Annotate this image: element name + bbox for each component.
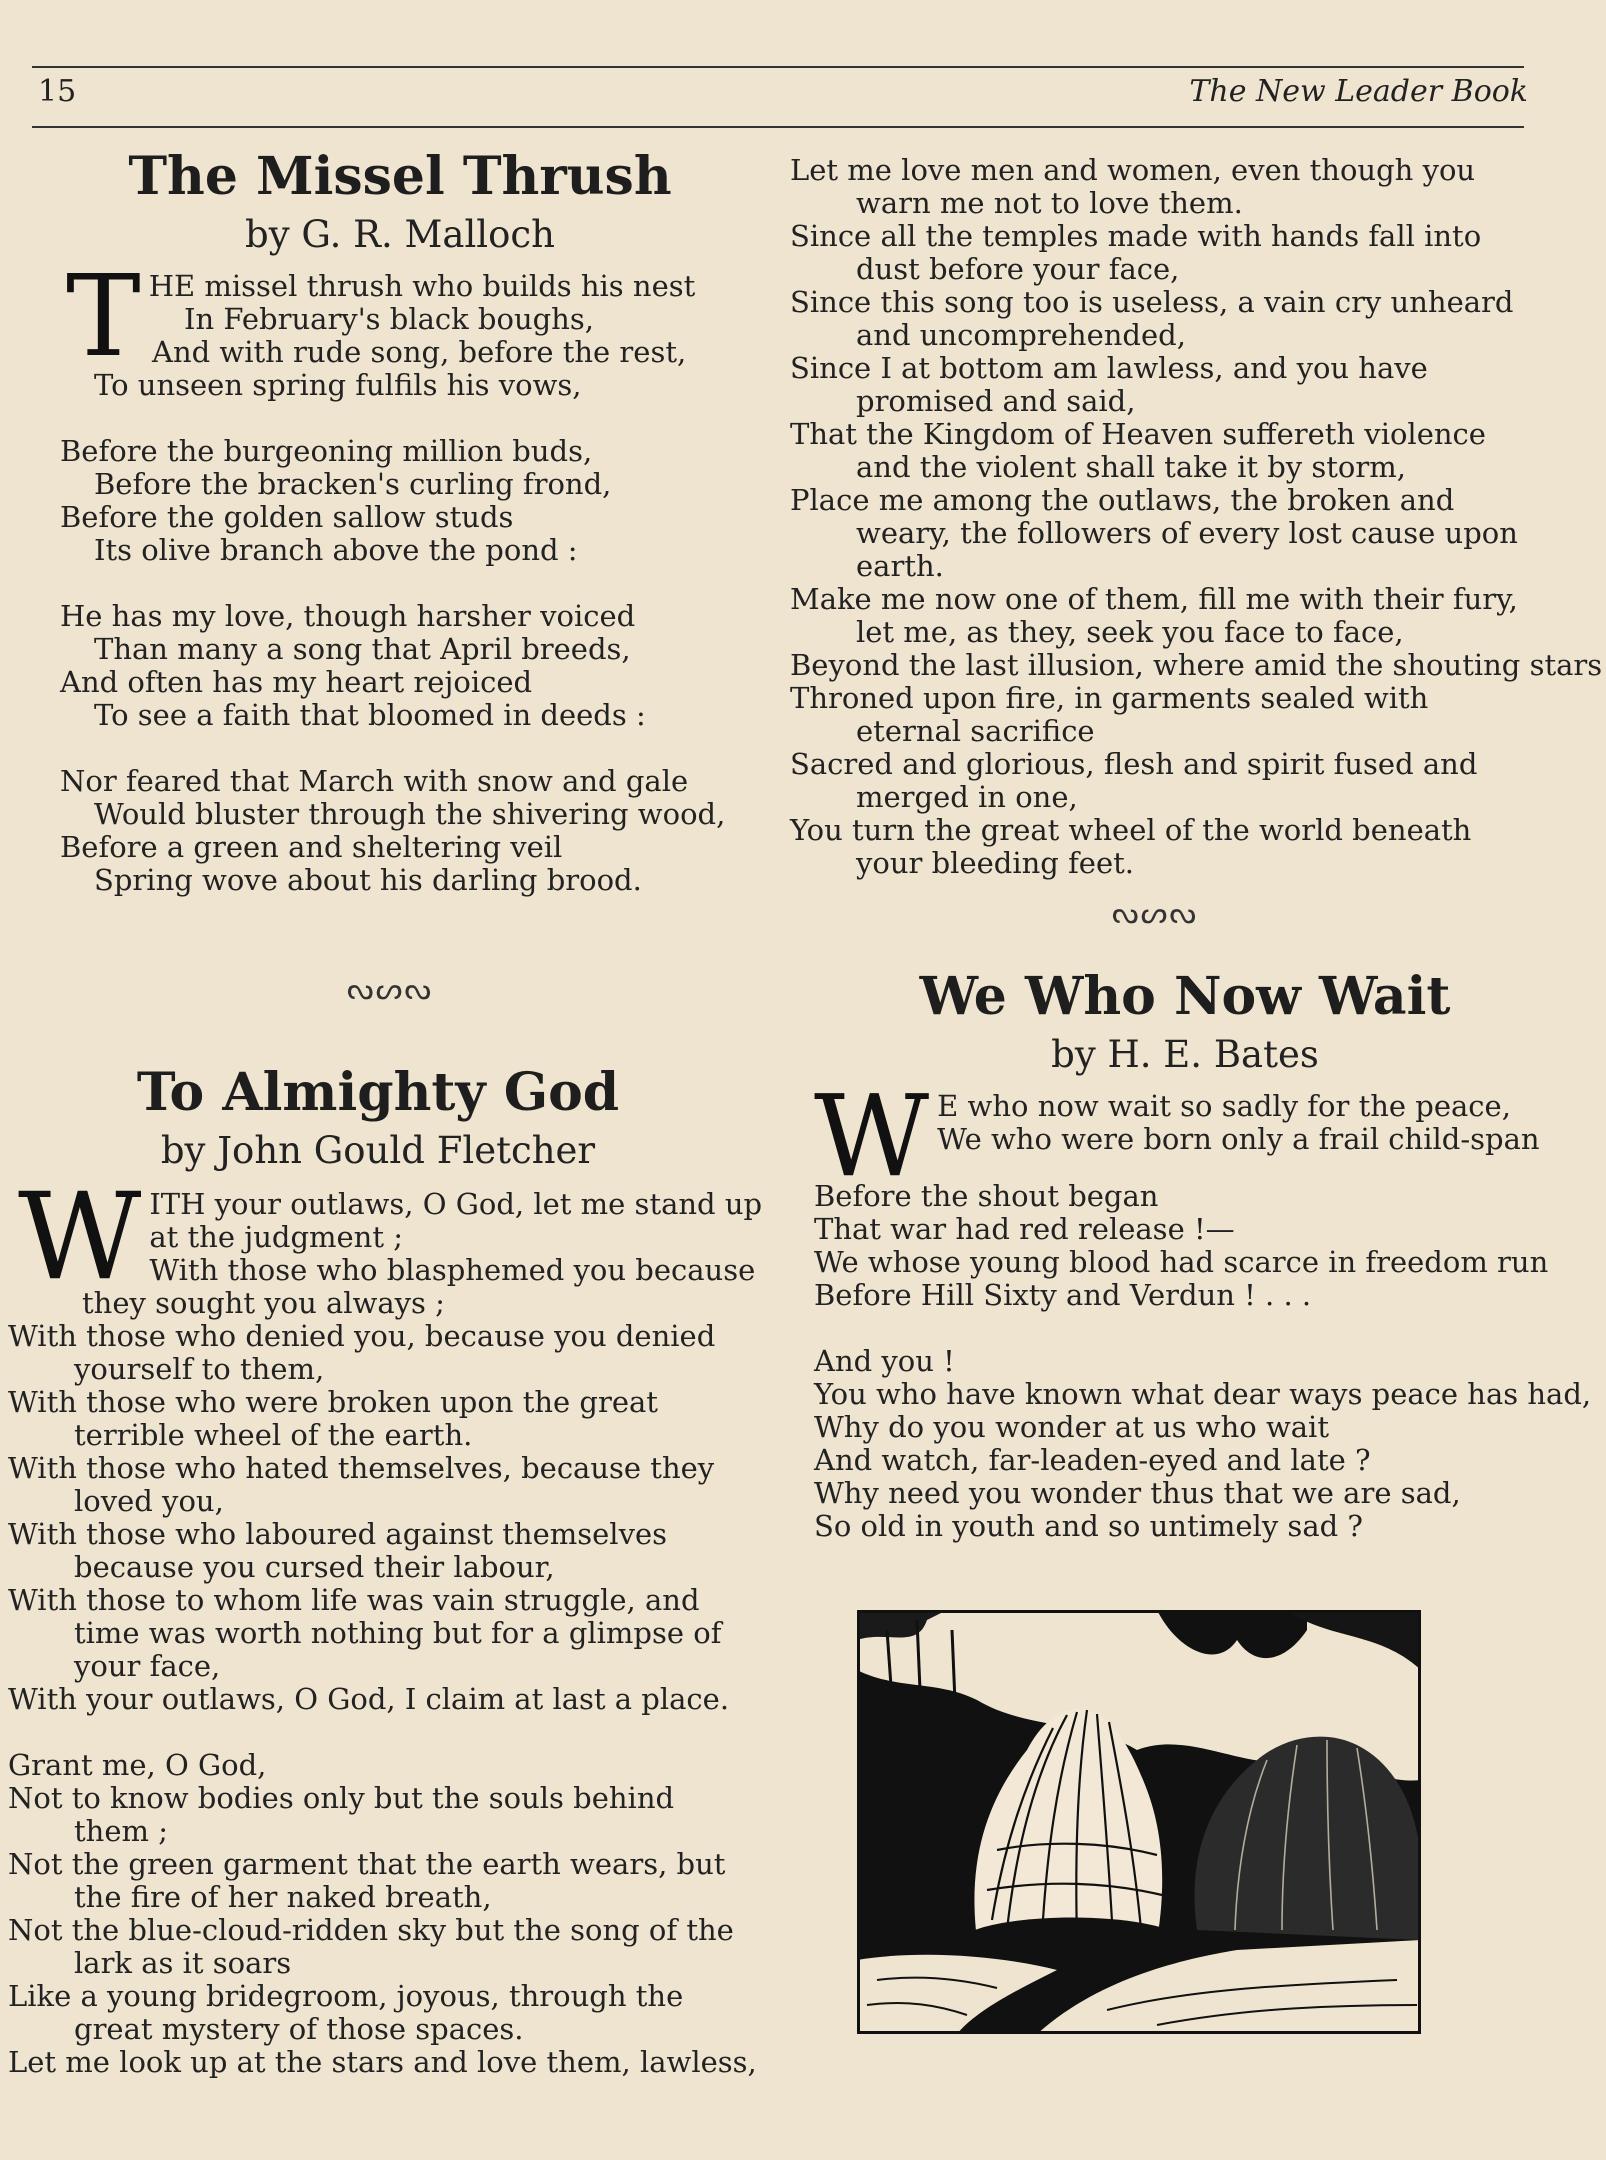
section-ornament: ᔓᔕᔓ [1111,896,1199,931]
poem-line: With those to whom life was vain struggle, and time was worth nothing but for a glimpse of your face, [8,1583,722,1684]
poem-line: To see a faith that bloomed in deeds : [94,698,646,733]
poem-line: ITH your outlaws, O God, let me stand up [149,1187,763,1222]
poem-body [800,1072,1592,1544]
poem-title: To Almighty God [136,1062,620,1123]
poem-line: Before Hill Sixty and Verdun ! . . . [814,1278,1312,1313]
drop-cap: W [814,1072,930,1203]
poem-line: With those who laboured against themselves because you cursed their labour, [8,1517,668,1585]
poem-line: With those who were broken upon the great terrible wheel of the earth. [8,1385,658,1453]
poem-line: Not the blue-cloud-ridden sky but the song of the lark as it soars [8,1913,734,1981]
poem-line: With those who blasphemed you because [149,1253,756,1288]
top-rule [32,66,1524,68]
page-number: 15 [38,74,77,109]
poem-body [8,1168,763,2080]
poem-line: In February's black boughs, [184,302,594,337]
poem-body [60,252,740,898]
poem-line: We whose young blood had scarce in freedom run [814,1245,1549,1280]
poem-line-text: HE missel thrush who builds his nest [148,269,696,304]
poem-byline: by John Gould Fletcher [160,1129,596,1173]
drop-cap: W [18,1168,142,1308]
poem-line: We who were born only a frail child-span [937,1122,1540,1157]
poem-stanza [8,1168,763,1321]
we-who-now-wait-section [800,966,1592,1544]
poem-byline: by G. R. Malloch [245,213,555,257]
poem-line: Would bluster through the shivering wood, [94,797,726,832]
poem-line: So old in youth and so untimely sad ? [814,1509,1363,1544]
poem-line: And with rude song, before the rest, [152,335,687,370]
poem-line: With those who hated themselves, because they loved you, [8,1451,715,1519]
poem-line: Like a young bridegroom, joyous, through the great mystery of those spaces. [8,1979,684,2047]
poem-line: That the Kingdom of Heaven suffereth violence and the violent shall take it by storm, [790,417,1486,484]
poem-line: Grant me, O God, [8,1748,267,1783]
missel-thrush-section [60,148,740,897]
poem-line: Not to know bodies only but the souls behind them ; [8,1781,675,1849]
poem-line: Since all the temples made with hands fall into dust before your face, [790,219,1482,286]
poem-line: Why need you wonder thus that we are sad, [814,1476,1461,1511]
section-ornament: ᔓᔕᔓ [346,972,434,1007]
poem-title: The Missel Thrush [128,146,672,207]
poem-line: To unseen spring fulfils his vows, [94,368,582,403]
poem-line: Let me love men and women, even though you warn me not to love them. [790,153,1476,220]
poem-title: We Who Now Wait [919,966,1451,1027]
poem-byline: by H. E. Bates [1051,1033,1319,1077]
continued-poem [790,153,1603,880]
poem-line: Not the green garment that the earth wears, but the fire of her naked breath, [8,1847,726,1915]
poem-line: That war had red release !— [814,1212,1235,1247]
poem-line: And watch, far-leaden-eyed and late ? [814,1443,1371,1478]
poem-line: Than many a song that April breeds, [94,632,631,667]
poem-line: Before the golden sallow studs [60,500,514,535]
poem-line: With those who denied you, because you denied yourself to them, [8,1319,716,1387]
poem-line: Since I at bottom am lawless, and you have promised and said, [790,351,1428,418]
poem-line: He has my love, though harsher voiced [60,599,636,634]
poem-line: Before the bracken's curling frond, [94,467,612,502]
poem-line: Nor feared that March with snow and gale [60,764,689,799]
header-rule [32,126,1524,128]
poem-line: Beyond the last illusion, where amid the shouting stars [790,648,1603,682]
poem-line: Throned upon fire, in garments sealed with eternal sacrifice [790,681,1429,748]
poem-line: Before the burgeoning million buds, [60,434,593,469]
running-title: The New Leader Book [1189,74,1528,109]
poem-line: they sought you always ; [82,1286,445,1321]
poem-line: Its olive branch above the pond : [94,533,578,568]
poem-line: Sacred and glorious, flesh and spirit fused and merged in one, [790,747,1478,814]
poem-line: Let me look up at the stars and love them, lawless, [8,2045,757,2080]
poem-line: Before the shout began [814,1179,1159,1214]
poem-line: E who now wait so sadly for the peace, [937,1089,1511,1124]
poem-line: With your outlaws, O God, I claim at last a place. [8,1682,730,1717]
poem-line: Spring wove about his darling brood. [94,863,642,898]
almighty-god-section [8,1062,763,2080]
poem-line: Before a green and sheltering veil [60,830,563,865]
poem-line: Make me now one of them, fill me with their fury, let me, as they, seek you face to face, [790,582,1518,649]
drop-cap: T [66,252,141,383]
poem-line: And you ! [814,1344,955,1379]
poem-line: You turn the great wheel of the world beneath your bleeding feet. [790,813,1472,880]
poem-line: at the judgment ; [149,1220,403,1255]
poem-line: Since this song too is useless, a vain cry unheard and uncomprehended, [790,285,1514,352]
woodcut-illustration [857,1610,1421,2034]
poem-line: And often has my heart rejoiced [60,665,533,700]
poem-line: You who have known what dear ways peace has had, [814,1377,1592,1412]
poem-line: Why do you wonder at us who wait [814,1410,1329,1445]
poem-line: Place me among the outlaws, the broken and weary, the followers of every lost cause upon earth. [790,483,1518,583]
